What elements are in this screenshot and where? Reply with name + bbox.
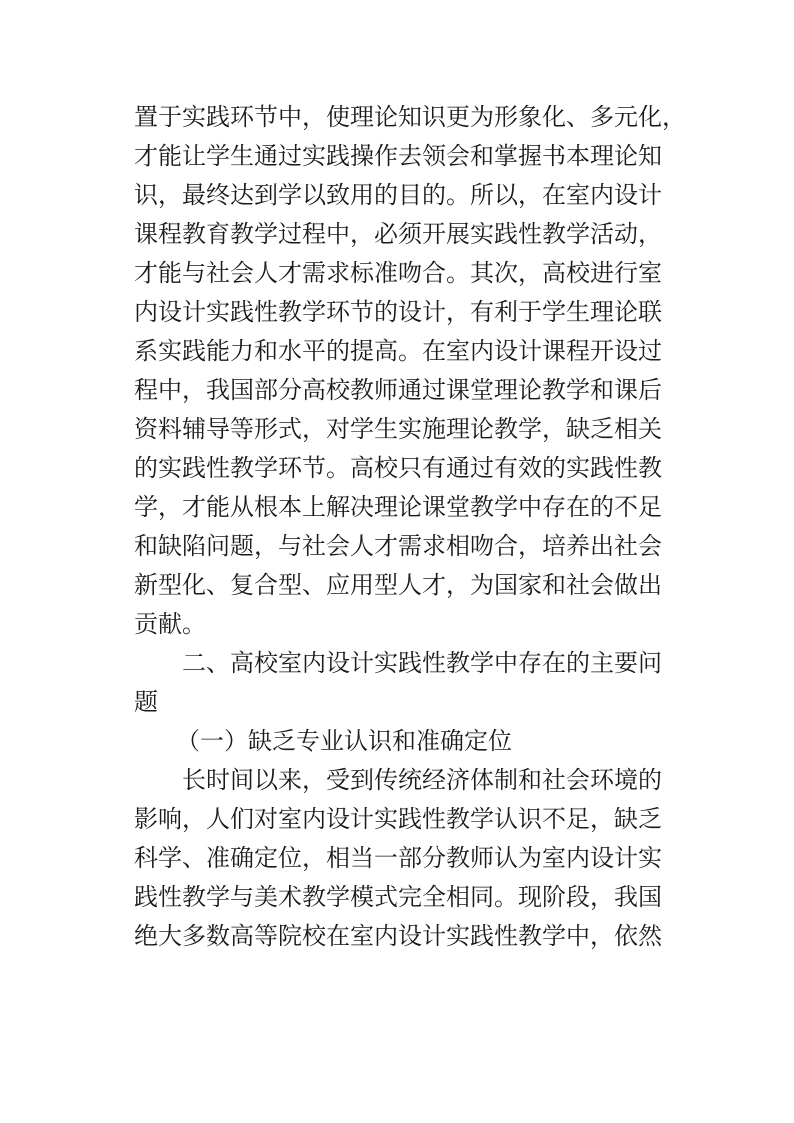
text-line: 才能与社会人才需求标准吻合。其次，高校进行室 [134, 259, 662, 287]
text-line: 系实践能力和水平的提高。在室内设计课程开设过 [134, 337, 662, 365]
text-line: 学，才能从根本上解决理论课堂教学中存在的不足 [134, 493, 662, 521]
text-line: 影响，人们对室内设计实践性教学认识不足，缺乏 [134, 805, 662, 833]
section-heading-continued: 题 [134, 688, 158, 716]
text-line: 内设计实践性教学环节的设计，有利于学生理论联 [134, 298, 662, 326]
text-line: 的实践性教学环节。高校只有通过有效的实践性教 [134, 454, 662, 482]
text-line: 长时间以来，受到传统经济体制和社会环境的 [182, 766, 662, 794]
body-text [134, 98, 686, 956]
subsection-heading: （一）缺乏专业认识和准确定位 [176, 727, 512, 755]
text-line: 新型化、复合型、应用型人才，为国家和社会做出 [134, 571, 662, 599]
text-line: 识，最终达到学以致用的目的。所以，在室内设计 [134, 181, 662, 209]
text-line: 置于实践环节中，使理论知识更为形象化、多元化， [134, 103, 686, 131]
text-line: 绝大多数高等院校在室内设计实践性教学中，依然 [134, 922, 662, 950]
text-line: 践性教学与美术教学模式完全相同。现阶段，我国 [134, 883, 662, 911]
text-line: 资料辅导等形式，对学生实施理论教学，缺乏相关 [134, 415, 662, 443]
text-line: 程中，我国部分高校教师通过课堂理论教学和课后 [134, 376, 662, 404]
text-line: 科学、准确定位，相当一部分教师认为室内设计实 [134, 844, 662, 872]
text-line: 和缺陷问题，与社会人才需求相吻合，培养出社会 [134, 532, 662, 560]
text-line: 贡献。 [134, 610, 206, 638]
text-line: 课程教育教学过程中，必须开展实践性教学活动， [134, 220, 662, 248]
section-heading: 二、高校室内设计实践性教学中存在的主要问 [182, 649, 662, 677]
text-line: 才能让学生通过实践操作去领会和掌握书本理论知 [134, 142, 662, 170]
